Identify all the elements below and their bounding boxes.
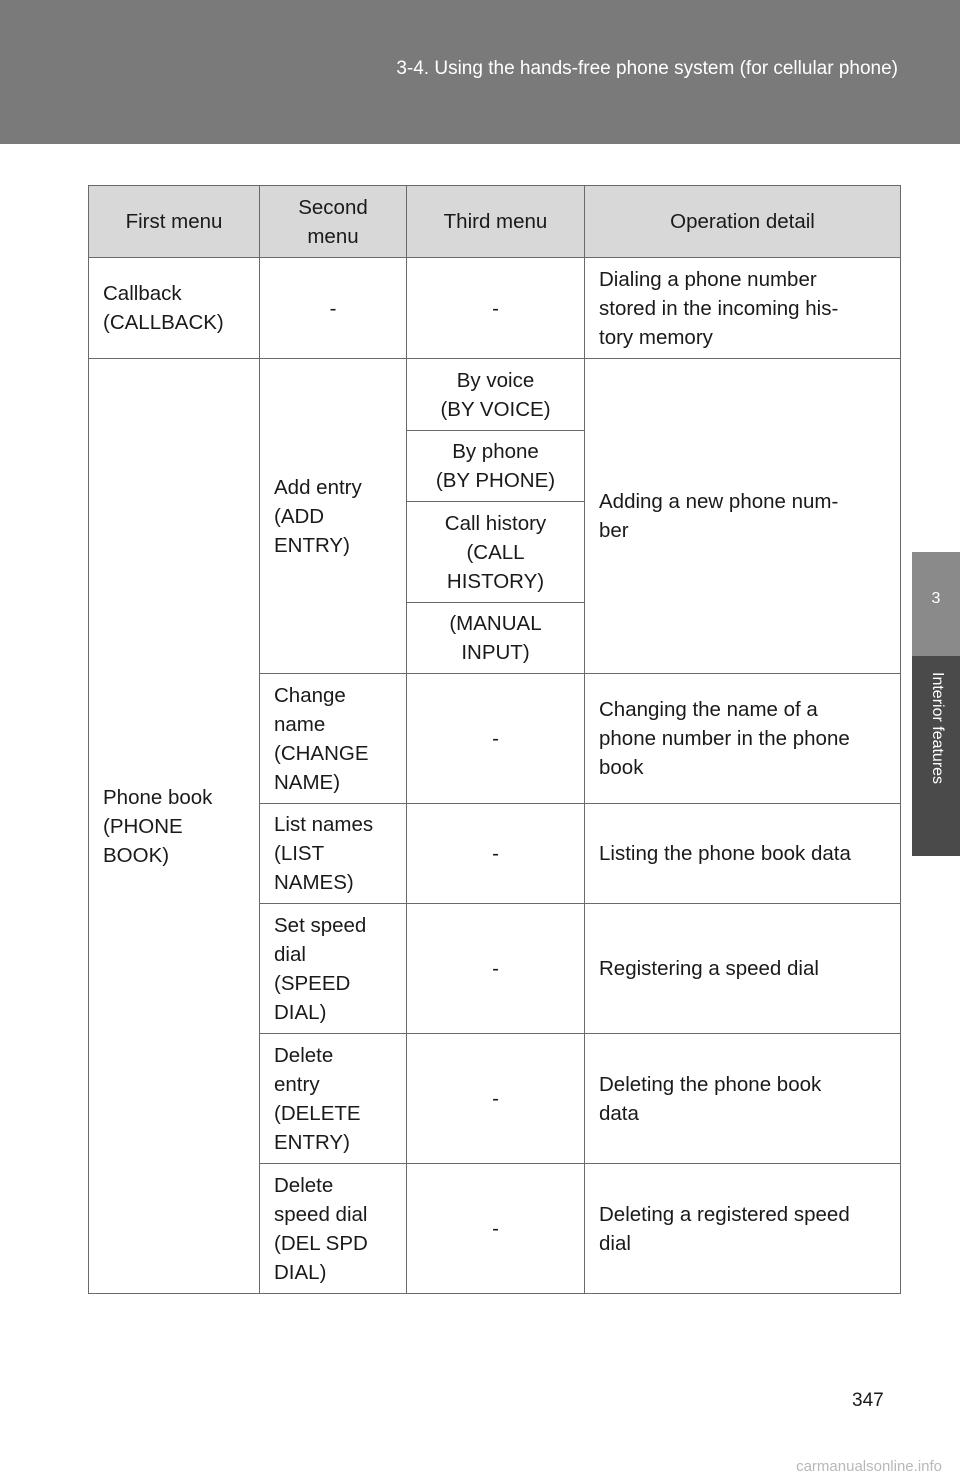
third-menu-cell: By voice (BY VOICE) xyxy=(407,359,585,431)
table-header-row xyxy=(89,186,901,258)
third-menu-cell: - xyxy=(407,1164,585,1294)
second-menu-cell: Delete speed dial (DEL SPD DIAL) xyxy=(260,1164,407,1294)
page-number: 347 xyxy=(852,1390,884,1411)
second-menu-cell: Set speed dial (SPEED DIAL) xyxy=(260,904,407,1034)
column-header: Second menu xyxy=(260,186,407,258)
third-menu-cell: By phone (BY PHONE) xyxy=(407,431,585,502)
third-menu-cell: - xyxy=(407,804,585,904)
third-menu-cell: (MANUAL INPUT) xyxy=(407,603,585,674)
operation-detail-cell: Registering a speed dial xyxy=(585,904,901,1034)
column-header: First menu xyxy=(89,186,260,258)
first-menu-cell: Phone book (PHONE BOOK) xyxy=(89,359,260,1294)
chapter-tab xyxy=(912,552,960,656)
column-header: Operation detail xyxy=(585,186,901,258)
third-menu-cell: - xyxy=(407,1034,585,1164)
section-title: 3-4. Using the hands-free phone system (for cellular phone) xyxy=(396,58,898,79)
first-menu-cell: Callback (CALLBACK) xyxy=(89,258,260,359)
chapter-label: Interior features xyxy=(929,672,946,785)
third-menu-cell: Call history (CALL HISTORY) xyxy=(407,502,585,603)
second-menu-cell: Change name (CHANGE NAME) xyxy=(260,674,407,804)
third-menu-cell: - xyxy=(407,904,585,1034)
third-menu-cell: - xyxy=(407,258,585,359)
table-row xyxy=(89,258,901,359)
second-menu-cell: List names (LIST NAMES) xyxy=(260,804,407,904)
second-menu-cell: Add entry (ADD ENTRY) xyxy=(260,359,407,674)
operation-detail-cell: Deleting the phone book data xyxy=(585,1034,901,1164)
chapter-number: 3 xyxy=(931,590,941,607)
third-menu-cell: - xyxy=(407,674,585,804)
chapter-strip xyxy=(912,656,960,856)
operation-detail-cell: Adding a new phone num- ber xyxy=(585,359,901,674)
column-header: Third menu xyxy=(407,186,585,258)
menu-table xyxy=(88,185,901,1294)
table-row xyxy=(89,359,901,431)
operation-detail-cell: Dialing a phone number stored in the incoming his- tory memory xyxy=(585,258,901,359)
second-menu-cell: Delete entry (DELETE ENTRY) xyxy=(260,1034,407,1164)
watermark: carmanualsonline.info xyxy=(796,1458,942,1475)
page-header xyxy=(0,0,960,144)
operation-detail-cell: Deleting a registered speed dial xyxy=(585,1164,901,1294)
operation-detail-cell: Changing the name of a phone number in the phone book xyxy=(585,674,901,804)
second-menu-cell: - xyxy=(260,258,407,359)
operation-detail-cell: Listing the phone book data xyxy=(585,804,901,904)
